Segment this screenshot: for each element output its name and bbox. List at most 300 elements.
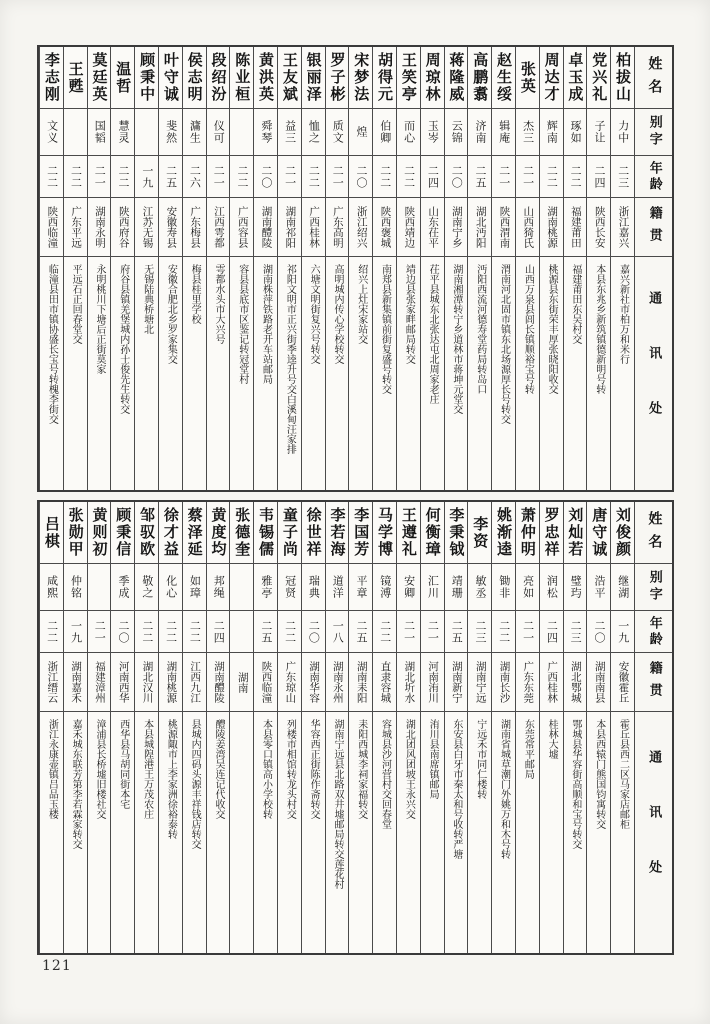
address-cell: 本县西辕门熊国钧寓转交 <box>593 719 605 829</box>
age-cell: 二一 <box>326 156 349 198</box>
name-cell: 李若海 <box>326 502 349 564</box>
address-cell: 鄂城县华容街高顺和宝号转交 <box>569 719 581 849</box>
person-column <box>229 47 253 490</box>
age-cell: 一九 <box>135 156 158 198</box>
address-cell: 永明桃川下塘后正街莫家 <box>93 264 105 374</box>
age-cell: 二一 <box>278 156 301 198</box>
age-cell: 二五 <box>445 611 468 653</box>
origin-cell: 湖南宁乡 <box>445 198 468 257</box>
origin-cell: 河南西华 <box>111 653 134 712</box>
name-cell: 罗忠祥 <box>540 502 563 564</box>
name-cell: 邹驭欧 <box>135 502 158 564</box>
zi-cell <box>88 564 111 611</box>
person-column <box>563 502 587 953</box>
name-cell: 黄则初 <box>88 502 111 564</box>
name-cell: 陈业桓 <box>230 47 253 109</box>
person-column <box>396 47 420 490</box>
header-label-address: 通讯处 <box>646 750 662 915</box>
address-cell: 西华县马胡同街本宅 <box>117 719 129 809</box>
person-column <box>63 47 87 490</box>
address-cell: 本县城隍港王万茂农庄 <box>141 719 153 819</box>
address-cell: 南郑县新集镇前街复盛号转交 <box>379 264 391 394</box>
name-cell: 蔡泽延 <box>183 502 206 564</box>
person-column <box>87 502 111 953</box>
origin-cell: 陕西靖边 <box>397 198 420 257</box>
origin-cell: 湖南宁远 <box>468 653 491 712</box>
origin-cell: 山西猗氏 <box>516 198 539 257</box>
age-cell: 二五 <box>349 611 372 653</box>
address-cell: 东安县白牙市秦太和号收转严塘 <box>450 719 462 859</box>
name-cell: 黄洪英 <box>254 47 277 109</box>
zi-cell: 靖珊 <box>445 564 468 611</box>
field-header-column <box>634 502 672 953</box>
age-cell: 二二 <box>373 156 396 198</box>
person-column <box>467 502 491 953</box>
age-cell: 二〇 <box>302 611 325 653</box>
header-label-origin: 籍贯 <box>635 653 672 712</box>
name-cell: 徐世祥 <box>302 502 325 564</box>
name-cell: 银丽泽 <box>302 47 325 109</box>
address-cell: 列楼市相馆转龙头村交 <box>284 719 296 819</box>
origin-cell: 广东梅县 <box>183 198 206 257</box>
header-label-zi: 别字 <box>635 564 672 611</box>
address-cell: 山西万泉县闾长镇顺裕宝号转 <box>522 264 534 394</box>
age-cell: 二四 <box>207 611 230 653</box>
address-cell: 漳浦县长桥墟旧楼社交 <box>93 719 105 819</box>
address-cell: 雩都水头市大兴号 <box>212 264 224 344</box>
person-column <box>110 47 134 490</box>
address-cell: 湖南湘潭转宁乡道林市蒋坤元堂交 <box>450 264 462 414</box>
address-cell: 醴陵姜湾吴连记代收交 <box>212 719 224 819</box>
name-cell: 张勋甲 <box>64 502 87 564</box>
address-cell: 县城内四码头源丰祥钱店转交 <box>189 719 201 849</box>
age-cell: 二五 <box>254 611 277 653</box>
address-cell: 茌平县城东北张达屯北周家老庄 <box>427 264 439 404</box>
zi-cell: 安卿 <box>397 564 420 611</box>
age-cell: 二四 <box>421 156 444 198</box>
zi-cell: 辑庵 <box>492 109 515 156</box>
age-cell: 二二 <box>397 156 420 198</box>
name-cell: 宋梦法 <box>349 47 372 109</box>
age-cell: 二二 <box>278 611 301 653</box>
age-cell: 二二 <box>540 156 563 198</box>
origin-cell: 安徽霍丘 <box>611 653 634 712</box>
origin-cell: 陕西临潼 <box>254 653 277 712</box>
age-cell: 二一 <box>492 156 515 198</box>
person-column <box>253 47 277 490</box>
name-cell: 李秉钺 <box>445 502 468 564</box>
zi-cell: 冠贤 <box>278 564 301 611</box>
age-cell: 二二 <box>64 156 87 198</box>
origin-cell: 湖南新宁 <box>445 653 468 712</box>
person-column <box>229 502 253 953</box>
person-column <box>420 47 444 490</box>
person-column <box>87 47 111 490</box>
zi-cell: 伯卿 <box>373 109 396 156</box>
origin-cell: 湖北汉川 <box>135 653 158 712</box>
address-cell: 东莞常平邮局 <box>522 719 534 779</box>
name-cell: 李国芳 <box>349 502 372 564</box>
zi-cell: 力中 <box>611 109 634 156</box>
origin-cell: 湖北沔阳 <box>468 198 491 257</box>
name-cell: 卓玉成 <box>564 47 587 109</box>
address-cell: 宁远禾市同仁楼转 <box>474 719 486 799</box>
zi-cell: 邦绳 <box>207 564 230 611</box>
name-cell: 刘俊颜 <box>611 502 634 564</box>
age-cell: 二二 <box>302 156 325 198</box>
origin-cell: 湖南 <box>230 653 253 712</box>
name-cell: 吕棋 <box>40 502 63 564</box>
zi-cell <box>230 564 253 611</box>
address-cell: 渭南河北固市镇东北场源厚长号转交 <box>498 264 510 424</box>
page-number: 121 <box>42 958 72 974</box>
zi-cell <box>64 109 87 156</box>
age-cell: 一八 <box>326 611 349 653</box>
age-cell: 二五 <box>468 156 491 198</box>
name-cell: 党兴礼 <box>587 47 610 109</box>
header-label-zi: 别字 <box>635 109 672 156</box>
name-cell: 马学博 <box>373 502 396 564</box>
person-column <box>586 47 610 490</box>
name-cell: 王遵礼 <box>397 502 420 564</box>
zi-cell: 济南 <box>468 109 491 156</box>
person-column <box>158 502 182 953</box>
address-cell: 本县东兆乡新筑镇德新明号转 <box>593 264 605 394</box>
name-cell: 侯志明 <box>183 47 206 109</box>
zi-cell: 化心 <box>159 564 182 611</box>
age-cell: 二三 <box>611 156 634 198</box>
name-cell: 蒋隆威 <box>445 47 468 109</box>
age-cell: 二二 <box>135 611 158 653</box>
name-cell: 王甦 <box>64 47 87 109</box>
person-column <box>467 47 491 490</box>
person-column <box>372 502 396 953</box>
origin-cell: 湖南永明 <box>88 198 111 257</box>
person-column <box>444 47 468 490</box>
origin-cell: 湖南祁阳 <box>278 198 301 257</box>
age-cell: 二一 <box>421 611 444 653</box>
address-cell: 平远石正回春堂交 <box>70 264 82 344</box>
name-cell: 姚渐逵 <box>492 502 515 564</box>
address-cell: 祁阳文明市正兴街季逵升号交白溪甸汪家排 <box>284 264 296 454</box>
person-column <box>610 47 634 490</box>
address-cell: 桂林大墟 <box>546 719 558 759</box>
name-cell: 刘灿若 <box>564 502 587 564</box>
origin-cell: 湖南华容 <box>302 653 325 712</box>
zi-cell: 敬之 <box>135 564 158 611</box>
origin-cell: 陕西褒城 <box>373 198 396 257</box>
person-column <box>39 502 63 953</box>
name-cell: 张德奎 <box>230 502 253 564</box>
zi-cell: 慧灵 <box>111 109 134 156</box>
person-column <box>491 502 515 953</box>
zi-cell: 雅亭 <box>254 564 277 611</box>
origin-cell: 湖南耒阳 <box>349 653 372 712</box>
person-column <box>396 502 420 953</box>
origin-cell: 陕西府谷 <box>111 198 134 257</box>
person-column <box>301 502 325 953</box>
zi-cell: 锄非 <box>492 564 515 611</box>
address-cell: 绍兴上灶宋家站交 <box>355 264 367 344</box>
origin-cell: 广西桂林 <box>302 198 325 257</box>
zi-cell: 仲铭 <box>64 564 87 611</box>
age-cell: 二〇 <box>254 156 277 198</box>
name-cell: 黄度均 <box>207 502 230 564</box>
zi-cell: 云锦 <box>445 109 468 156</box>
address-cell: 桃源县东街荣丰厚张晓阳收交 <box>546 264 558 394</box>
origin-cell: 江苏无锡 <box>135 198 158 257</box>
name-cell: 何衡璋 <box>421 502 444 564</box>
origin-cell: 陕西临潼 <box>40 198 63 257</box>
name-cell: 高鹏翥 <box>468 47 491 109</box>
zi-cell: 瑞典 <box>302 564 325 611</box>
address-cell: 洧川县南席镇邮局 <box>427 719 439 799</box>
address-cell: 容县县底市区鉴记转冠堂村 <box>236 264 248 384</box>
age-cell: 二一 <box>516 156 539 198</box>
origin-cell: 湖南嘉禾 <box>64 653 87 712</box>
origin-cell: 浙江绍兴 <box>349 198 372 257</box>
zi-cell: 滽生 <box>183 109 206 156</box>
origin-cell: 江西雩都 <box>207 198 230 257</box>
age-cell: 二二 <box>564 156 587 198</box>
person-column <box>539 502 563 953</box>
age-cell: 二三 <box>564 611 587 653</box>
origin-cell: 福建莆田 <box>564 198 587 257</box>
name-cell: 罗子彬 <box>326 47 349 109</box>
person-column <box>182 502 206 953</box>
person-column <box>348 502 372 953</box>
address-cell: 高明城内传心学校转交 <box>331 264 343 364</box>
age-cell: 二二 <box>40 156 63 198</box>
origin-cell: 浙江嘉兴 <box>611 198 634 257</box>
age-cell: 二一 <box>516 611 539 653</box>
origin-cell: 湖北圻水 <box>397 653 420 712</box>
name-cell: 王笑亭 <box>397 47 420 109</box>
zi-cell: 杰三 <box>516 109 539 156</box>
address-cell: 福建莆田东吴村交 <box>569 264 581 344</box>
zi-cell <box>230 109 253 156</box>
person-column <box>325 502 349 953</box>
zi-cell: 煌 <box>349 109 372 156</box>
zi-cell: 季成 <box>111 564 134 611</box>
zi-cell: 敏丞 <box>468 564 491 611</box>
origin-cell: 湖南南县 <box>587 653 610 712</box>
origin-cell: 湖北鄂城 <box>564 653 587 712</box>
age-cell: 二〇 <box>349 156 372 198</box>
zi-cell: 国韬 <box>88 109 111 156</box>
address-cell: 浙江永康壶镇吕品玉楼 <box>46 719 58 819</box>
name-cell: 萧仲明 <box>516 502 539 564</box>
origin-cell: 广东东莞 <box>516 653 539 712</box>
age-cell: 二〇 <box>445 156 468 198</box>
name-cell: 李志刚 <box>40 47 63 109</box>
person-column <box>277 47 301 490</box>
header-label-address: 通讯处 <box>646 291 662 456</box>
zi-cell <box>135 109 158 156</box>
age-cell: 二〇 <box>587 611 610 653</box>
person-column <box>134 47 158 490</box>
person-column <box>134 502 158 953</box>
person-column <box>277 502 301 953</box>
name-cell: 韦锡儒 <box>254 502 277 564</box>
name-cell: 顾秉中 <box>135 47 158 109</box>
age-cell: 一九 <box>611 611 634 653</box>
zi-cell: 质文 <box>326 109 349 156</box>
origin-cell: 河南洧川 <box>421 653 444 712</box>
zi-cell: 璧玙 <box>564 564 587 611</box>
person-column <box>182 47 206 490</box>
address-cell: 沔阳西流河德寿堂药局转岛口 <box>474 264 486 394</box>
address-cell: 桃源陬市上李家洲徐裕泰转 <box>165 719 177 839</box>
person-column <box>539 47 563 490</box>
age-cell: 二一 <box>88 156 111 198</box>
age-cell: 二二 <box>40 611 63 653</box>
origin-cell: 直隶容城 <box>373 653 396 712</box>
origin-cell: 陕西渭南 <box>492 198 515 257</box>
origin-cell: 广东平远 <box>64 198 87 257</box>
header-label-name: 姓名 <box>635 47 672 109</box>
address-cell: 容城县沙河营村交回春堂 <box>379 719 391 829</box>
age-cell: 二二 <box>111 156 134 198</box>
person-column <box>206 502 230 953</box>
address-cell: 霍丘县西二区马家店邮柜 <box>617 719 629 829</box>
person-column <box>325 47 349 490</box>
zi-cell: 汇川 <box>421 564 444 611</box>
name-cell: 胡得元 <box>373 47 396 109</box>
header-label-origin: 籍贯 <box>635 198 672 257</box>
person-column <box>515 502 539 953</box>
address-cell: 嘉兴新社市柏万和米行 <box>617 264 629 364</box>
origin-cell: 广西桂林 <box>540 653 563 712</box>
age-cell: 二三 <box>468 611 491 653</box>
name-cell: 李资 <box>468 502 491 564</box>
person-column <box>39 47 63 490</box>
name-cell: 叶守诚 <box>159 47 182 109</box>
name-cell: 童子尚 <box>278 502 301 564</box>
name-cell: 柏拔山 <box>611 47 634 109</box>
address-cell: 湖北团风团坡王永兴交 <box>403 719 415 819</box>
person-column <box>420 502 444 953</box>
person-column <box>206 47 230 490</box>
origin-cell: 浙江缙云 <box>40 653 63 712</box>
zi-cell: 亮如 <box>516 564 539 611</box>
zi-cell: 润松 <box>540 564 563 611</box>
age-cell: 二二 <box>183 611 206 653</box>
name-cell: 莫廷英 <box>88 47 111 109</box>
age-cell: 二一 <box>397 611 420 653</box>
zi-cell: 浩平 <box>587 564 610 611</box>
name-cell: 赵生绥 <box>492 47 515 109</box>
name-cell: 周达才 <box>540 47 563 109</box>
person-column <box>110 502 134 953</box>
origin-cell: 湖南长沙 <box>492 653 515 712</box>
person-column <box>158 47 182 490</box>
origin-cell: 陕西长安 <box>587 198 610 257</box>
age-cell: 二六 <box>183 156 206 198</box>
person-column <box>63 502 87 953</box>
age-cell: 二二 <box>492 611 515 653</box>
name-cell: 王友斌 <box>278 47 301 109</box>
zi-cell: 琢如 <box>564 109 587 156</box>
zi-cell: 辉南 <box>540 109 563 156</box>
address-cell: 无锡陆典桥塘北 <box>141 264 153 334</box>
age-cell: 二一 <box>207 156 230 198</box>
address-cell: 安徽合肥北乡罗家集交 <box>165 264 177 364</box>
origin-cell: 福建漳州 <box>88 653 111 712</box>
zi-cell: 而心 <box>397 109 420 156</box>
address-cell: 华容西正街陈作斋转交 <box>308 719 320 819</box>
age-cell: 二二 <box>373 611 396 653</box>
header-label-name: 姓名 <box>635 502 672 564</box>
origin-cell: 江西九江 <box>183 653 206 712</box>
name-cell: 温哲 <box>111 47 134 109</box>
address-cell: 本县零口镇高小学校转 <box>260 719 272 819</box>
zi-cell: 斐然 <box>159 109 182 156</box>
person-column <box>372 47 396 490</box>
age-cell <box>230 611 253 653</box>
zi-cell: 仪可 <box>207 109 230 156</box>
header-label-age: 年龄 <box>635 156 672 198</box>
person-column <box>491 47 515 490</box>
name-cell: 唐守诚 <box>587 502 610 564</box>
address-cell: 湖南株萍铁路老开车站邮局 <box>260 264 272 384</box>
origin-cell: 山东茌平 <box>421 198 444 257</box>
address-cell: 府谷县镇羌堡城内孙士俊先生转交 <box>117 264 129 414</box>
zi-cell: 文义 <box>40 109 63 156</box>
origin-cell: 湖南桃源 <box>540 198 563 257</box>
directory-table-top <box>37 45 674 492</box>
name-cell: 张英 <box>516 47 539 109</box>
name-cell: 徐才益 <box>159 502 182 564</box>
zi-cell: 平章 <box>349 564 372 611</box>
age-cell: 二四 <box>540 611 563 653</box>
origin-cell: 广东琼山 <box>278 653 301 712</box>
age-cell: 二五 <box>159 156 182 198</box>
origin-cell: 湖南永州 <box>326 653 349 712</box>
zi-cell: 咸熙 <box>40 564 63 611</box>
person-column <box>301 47 325 490</box>
zi-cell: 镜溥 <box>373 564 396 611</box>
zi-cell: 如璋 <box>183 564 206 611</box>
name-cell: 顾秉信 <box>111 502 134 564</box>
person-column <box>348 47 372 490</box>
address-cell <box>230 712 253 953</box>
address-cell: 临潼县田市镇协盛长宝号转槐李街交 <box>46 264 58 424</box>
age-cell: 二二 <box>159 611 182 653</box>
name-cell: 段绍汾 <box>207 47 230 109</box>
header-label-age: 年龄 <box>635 611 672 653</box>
zi-cell: 子让 <box>587 109 610 156</box>
origin-cell: 湖南桃源 <box>159 653 182 712</box>
zi-cell: 继湖 <box>611 564 634 611</box>
person-column <box>515 47 539 490</box>
zi-cell: 玉岑 <box>421 109 444 156</box>
directory-table-bottom <box>37 500 674 955</box>
field-header-column <box>634 47 672 490</box>
zi-cell: 恤之 <box>302 109 325 156</box>
person-column <box>253 502 277 953</box>
origin-cell: 湖南醴陵 <box>207 653 230 712</box>
address-cell: 湖南宁远县北路双井墟邮局转交莲花村 <box>331 719 343 889</box>
age-cell: 二一 <box>88 611 111 653</box>
address-cell: 嘉禾城东联芳第李若霖家转交 <box>70 719 82 849</box>
address-cell: 梅县桂里学校 <box>189 264 201 324</box>
age-cell: 一九 <box>64 611 87 653</box>
person-column <box>563 47 587 490</box>
age-cell: 二四 <box>587 156 610 198</box>
origin-cell: 安徽寿县 <box>159 198 182 257</box>
name-cell: 周琼林 <box>421 47 444 109</box>
